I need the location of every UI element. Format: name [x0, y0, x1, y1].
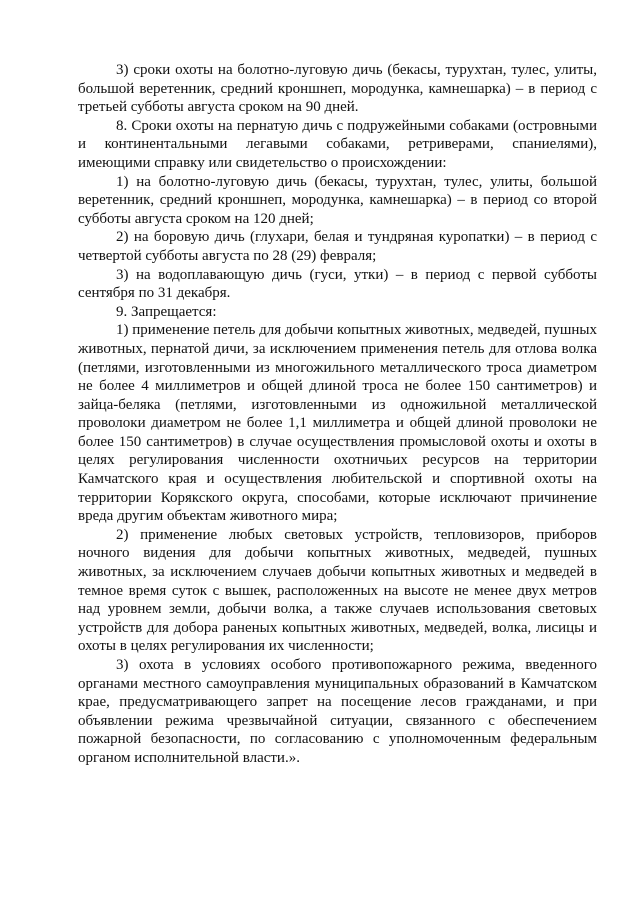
- paragraph-clause-8-item-3: 3) на водоплавающую дичь (гуси, утки) – в период с первой субботы сентября по 31 декабря.: [78, 266, 597, 302]
- paragraph-clause-8-heading: 8. Сроки охоты на пернатую дичь с подружейными собаками (островными и континентальными легавыми собаками, ретриверами, спаниелями), имеющими справку или свидетельство о происхождении:: [78, 117, 597, 171]
- paragraph-clause-9-item-1: 1) применение петель для добычи копытных животных, медведей, пушных животных, пернатой дичи, за исключением применения петель для отлова волка (петлями, изготовленными из многожильного металлического троса диаметром не более 4 миллиметров и общей длиной троса не более 150 сантиметров) и зайца-беляка (петлями, изготовленными из одножильной металлической проволоки диаметром не более 1,1 миллиметра и общей длиной проволоки не более 150 сантиметров) в случае осуществления промысловой охоты и охоты в целях регулирования численности охотничьих ресурсов на территории Камчатского края и осуществления любительской и спортивной охоты на территории Корякского округа, способами, которые исключают причинение вреда другим объектам животного мира;: [78, 322, 597, 525]
- paragraph-clause-8-item-1: 1) на болотно-луговую дичь (бекасы, турухтан, тулес, улиты, большой веретенник, средний кроншнеп, мородунка, камнешарка) – в период со второй субботы августа сроком на 120 дней;: [78, 173, 597, 227]
- paragraph-clause-9-item-2: 2) применение любых световых устройств, тепловизоров, приборов ночного видения для добычи копытных животных, медведей, пушных животных, за исключением случаев добычи копытных животных и медведей в темное время суток с вышек, расположенных на высоте не менее двух метров над уровнем земли, добычи волка, а также случаев использования световых устройств для добора раненых копытных животных, медведей, волка, лисицы и охоты в целях регулирования их численности;: [78, 526, 597, 655]
- paragraph-clause-8-item-2: 2) на боровую дичь (глухари, белая и тундряная куропатки) – в период с четвертой субботы августа по 28 (29) февраля;: [78, 229, 597, 264]
- paragraph-hunting-terms-marsh-game: 3) сроки охоты на болотно-луговую дичь (бекасы, турухтан, тулес, улиты, большой веретенник, средний кроншнеп, мородунка, камнешарка) – в период с третьей субботы августа сроком на 90 дней.: [78, 62, 597, 116]
- paragraph-clause-9-item-3: 3) охота в условиях особого противопожарного режима, введенного органами местного самоуправления муниципальных образований в Камчатском крае, предусматривающего запрет на посещение лесов гражданами, и при объявлении режима чрезвычайной ситуации, связанного с обеспечением пожарной безопасности, по согласованию с уполномоченным федеральным органом исполнительной власти.».: [78, 657, 597, 766]
- document-page: [78, 61, 597, 768]
- paragraph-clause-9-heading: 9. Запрещается:: [116, 303, 217, 320]
